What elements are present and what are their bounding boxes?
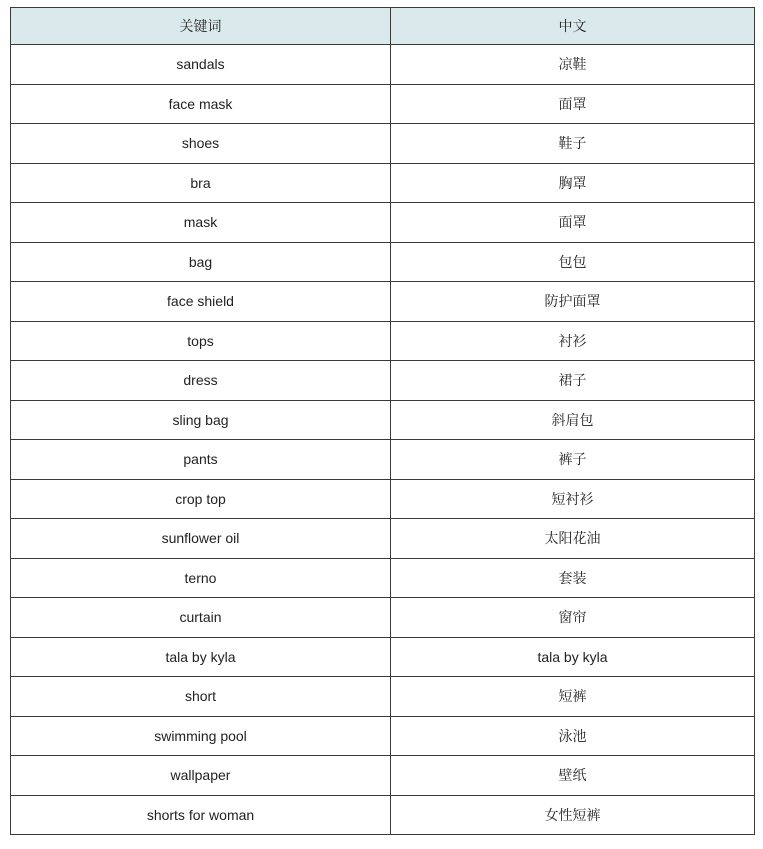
chinese-cell: 泳池 (391, 716, 755, 756)
chinese-cell: 防护面罩 (391, 282, 755, 322)
keyword-cell: curtain (11, 598, 391, 638)
chinese-cell: 短裤 (391, 677, 755, 717)
keyword-cell: wallpaper (11, 756, 391, 796)
keyword-cell: dress (11, 361, 391, 401)
keyword-table (10, 7, 755, 835)
keyword-table-container (10, 7, 755, 835)
chinese-cell: 斜肩包 (391, 400, 755, 440)
keyword-cell: face mask (11, 84, 391, 124)
table-row (11, 440, 755, 480)
table-row (11, 716, 755, 756)
chinese-cell: 包包 (391, 242, 755, 282)
keyword-cell: crop top (11, 479, 391, 519)
table-row (11, 479, 755, 519)
chinese-cell: 衬衫 (391, 321, 755, 361)
keyword-cell: tala by kyla (11, 637, 391, 677)
chinese-cell: 窗帘 (391, 598, 755, 638)
chinese-cell: 面罩 (391, 203, 755, 243)
table-body (11, 45, 755, 835)
chinese-cell: 面罩 (391, 84, 755, 124)
table-row (11, 84, 755, 124)
table-row (11, 124, 755, 164)
keyword-cell: short (11, 677, 391, 717)
chinese-cell: 胸罩 (391, 163, 755, 203)
header-chinese: 中文 (391, 8, 755, 45)
keyword-cell: bag (11, 242, 391, 282)
table-row (11, 558, 755, 598)
table-row (11, 45, 755, 85)
keyword-cell: terno (11, 558, 391, 598)
keyword-cell: bra (11, 163, 391, 203)
chinese-cell: 壁纸 (391, 756, 755, 796)
header-keyword: 关键词 (11, 8, 391, 45)
table-row (11, 400, 755, 440)
chinese-cell: 凉鞋 (391, 45, 755, 85)
table-row (11, 756, 755, 796)
chinese-cell: 套装 (391, 558, 755, 598)
table-row (11, 361, 755, 401)
table-row (11, 203, 755, 243)
table-row (11, 282, 755, 322)
table-header-row (11, 8, 755, 45)
table-row (11, 242, 755, 282)
table-row (11, 795, 755, 835)
chinese-cell: tala by kyla (391, 637, 755, 677)
chinese-cell: 太阳花油 (391, 519, 755, 559)
keyword-cell: sunflower oil (11, 519, 391, 559)
keyword-cell: sling bag (11, 400, 391, 440)
table-row (11, 519, 755, 559)
chinese-cell: 短衬衫 (391, 479, 755, 519)
table-row (11, 321, 755, 361)
chinese-cell: 女性短裤 (391, 795, 755, 835)
table-row (11, 637, 755, 677)
chinese-cell: 裙子 (391, 361, 755, 401)
keyword-cell: swimming pool (11, 716, 391, 756)
keyword-cell: face shield (11, 282, 391, 322)
table-row (11, 677, 755, 717)
table-row (11, 598, 755, 638)
chinese-cell: 鞋子 (391, 124, 755, 164)
keyword-cell: mask (11, 203, 391, 243)
keyword-cell: tops (11, 321, 391, 361)
table-row (11, 163, 755, 203)
keyword-cell: sandals (11, 45, 391, 85)
chinese-cell: 裤子 (391, 440, 755, 480)
keyword-cell: shorts for woman (11, 795, 391, 835)
keyword-cell: pants (11, 440, 391, 480)
keyword-cell: shoes (11, 124, 391, 164)
